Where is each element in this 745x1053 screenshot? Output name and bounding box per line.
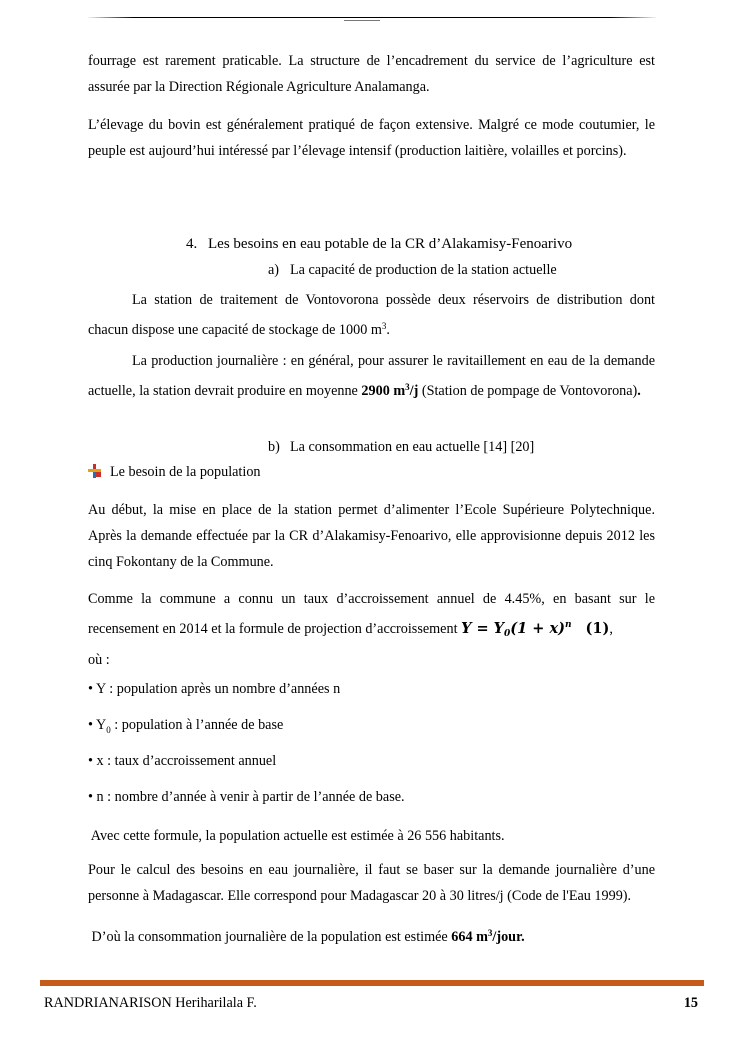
header-rule xyxy=(88,17,656,18)
subsection-title: La capacité de production de la station actuelle xyxy=(290,262,557,278)
list-variable: Y xyxy=(96,717,107,733)
subsection-letter: b) xyxy=(268,439,280,455)
projection-formula xyxy=(461,620,609,637)
header-tick xyxy=(344,20,380,21)
paragraph-formule: Avec cette formule, la population actuelle est estimée à 26 556 habitants. xyxy=(88,828,505,844)
section-title: Les besoins en eau potable de la CR d’Alakamisy-Fenoarivo xyxy=(208,236,573,252)
list-text: : taux d’accroissement annuel xyxy=(103,753,277,769)
text-run: D’où la consommation journalière de la population est estimée xyxy=(88,929,452,945)
paragraph-consommation xyxy=(88,920,655,950)
list-item xyxy=(88,753,276,770)
paragraph-production xyxy=(88,348,655,404)
bullet-heading xyxy=(88,464,261,481)
text-run: Comme la commune a connu un taux d’accroissement annuel de 4.45%, en basant sur le recensement en 2014 et la formule de projection d’accroissement xyxy=(88,591,655,637)
arrow-bullet-icon-svg xyxy=(88,464,102,478)
superscript: 3 xyxy=(381,321,387,331)
list-text: : population après un nombre d’années n xyxy=(105,681,341,697)
paragraph-intro: fourrage est rarement praticable. La structure de l’encadrement du service de l’agriculture est assurée par la Direction Régionale Agriculture Analamanga. xyxy=(88,53,655,95)
equation-number: (1) xyxy=(585,620,610,637)
production-value xyxy=(361,383,418,399)
subsection-b-heading xyxy=(268,439,534,456)
list-item xyxy=(88,717,283,735)
paragraph-elevage: L’élevage du bovin est généralement pratiqué de façon extensive. Malgré ce mode coutumier, le peuple est aujourd’hui intéressé par l’élevage intensif (production laitière, volailles et porcins). xyxy=(88,117,655,159)
formula-part: Y = Y xyxy=(461,620,505,637)
subsection-a-heading xyxy=(268,262,557,279)
text-run: . xyxy=(637,383,641,399)
text-run: où : xyxy=(88,652,110,668)
subsection-title: La consommation en eau actuelle [14] [20] xyxy=(290,439,535,455)
formula-exponent: n xyxy=(564,620,572,630)
footer-rule xyxy=(40,980,704,986)
page-number: 15 xyxy=(683,995,698,1011)
list-item xyxy=(88,681,340,698)
text-run: /jour. xyxy=(492,929,525,945)
paragraph-calcul: Pour le calcul des besoins en eau journalière, il faut se baser sur la demande journalière d’une personne à Madagascar. Elle correspond pour Madagascar 20 à 30 litres/j (Code de l'Eau 1999). xyxy=(88,862,655,904)
text-run: 664 m xyxy=(451,929,488,945)
superscript: 3 xyxy=(487,928,493,938)
consumption-value xyxy=(451,929,524,945)
section-4-heading xyxy=(186,236,572,253)
text-run: /j xyxy=(409,383,419,399)
bullet-heading-text: Le besoin de la population xyxy=(110,464,261,480)
subsection-letter: a) xyxy=(268,262,280,278)
paragraph-station xyxy=(88,287,655,343)
list-variable: x xyxy=(96,753,104,769)
list-bullet: • xyxy=(88,753,93,769)
list-variable: Y xyxy=(96,681,106,697)
text-run: . xyxy=(386,322,390,338)
superscript: 3 xyxy=(405,382,410,392)
list-variable: n xyxy=(96,789,104,805)
list-text: : population à l’année de base xyxy=(110,717,284,733)
text-run: (Station de pompage de Vontovorona) xyxy=(418,383,638,399)
list-item xyxy=(88,789,405,806)
list-bullet: • xyxy=(88,681,93,697)
paragraph-taux xyxy=(88,586,655,673)
list-bullet: • xyxy=(88,789,93,805)
list-bullet: • xyxy=(88,717,93,733)
list-text: : nombre d’année à venir à partir de l’année de base. xyxy=(103,789,405,805)
list-subscript: 0 xyxy=(106,724,111,735)
footer-author: RANDRIANARISON Heriharilala F. xyxy=(44,995,257,1011)
text-run: La station de traitement de Vontovorona possède deux réservoirs de distribution dont chacun dispose une capacité de stockage de 1000 m xyxy=(88,292,655,338)
arrow-bullet-icon xyxy=(88,464,102,478)
formula-subscript: 0 xyxy=(504,629,511,639)
formula-part: (1 + x) xyxy=(510,620,565,637)
text-run: 2900 m xyxy=(361,383,406,399)
text-run: La production journalière : en général, pour assurer le ravitaillement en eau de la demande actuelle, la station devrait produire en moyenne xyxy=(88,353,655,399)
paragraph-debut: Au début, la mise en place de la station permet d’alimenter l’Ecole Supérieure Polytechnique. Après la demande effectuée par la CR d’Alakamisy-Fenoarivo, elle approvisionne depuis 2012 les cinq Fokontany de la Commune. xyxy=(88,502,655,570)
section-number: 4. xyxy=(186,236,198,252)
text-run: , xyxy=(609,621,613,637)
